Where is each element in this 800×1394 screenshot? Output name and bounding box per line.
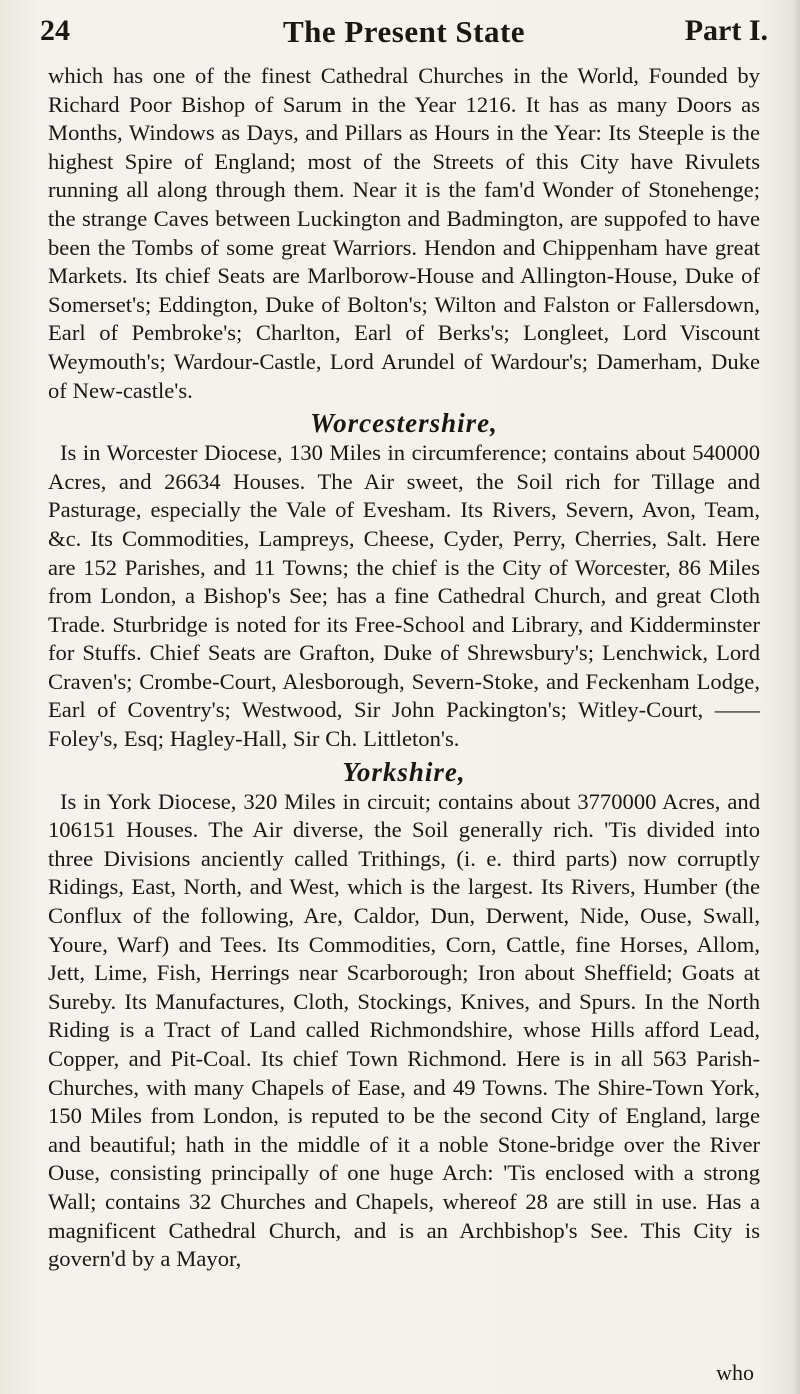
section-heading-yorkshire: Yorkshire, [342, 756, 466, 787]
catchword: who [716, 1360, 754, 1385]
body-text [48, 62, 760, 1274]
part-label: Part I. [684, 14, 768, 47]
paragraph-yorkshire: Is in York Diocese, 320 Miles in circuit; contains about 3770000 Acres, and 106151 Houses. The Air diverse, the Soil generally rich. 'Tis divided into three Divisions anciently called Trithings, (i. e. third parts) now corruptly Ridings, East, North, and West, which is the largest. Its Rivers, Humber (the Conflux of the following, Are, Caldor, Dun, Derwent, Nide, Ouse, Swall, Youre, Warf) and Tees. Its Commodities, Corn, Cattle, fine Horses, Allom, Jett, Lime, Fish, Herrings near Scarborough; Iron about Sheffield; Goats at Sureby. Its Manufactures, Cloth, Stockings, Knives, and Spurs. In the North Riding is a Tract of Land called Richmondshire, whose Hills afford Lead, Copper, and Pit-Coal. Its chief Town Richmond. Here is in all 563 Parish-Churches, with many Chapels of Ease, and 49 Towns. The Shire-Town York, 150 Miles from London, is reputed to be the second City of England, large and beautiful; hath in the middle of it a noble Stone-bridge over the River Ouse, consisting principally of one huge Arch: 'Tis enclosed with a strong Wall; contains 32 Churches and Chapels, whereof 28 are still in use. Has a magnificent Cathedral Church, and is an Archbishop's See. This City is govern'd by a Mayor, [48, 788, 760, 1272]
page-edge-shadow [792, 0, 800, 1394]
running-title: The Present State [282, 14, 526, 49]
page-number: 24 [40, 14, 70, 47]
section-heading-worcestershire: Worcestershire, [310, 408, 498, 439]
page-header [40, 14, 768, 54]
paragraph-wiltshire-continued: which has one of the finest Cathedral Churches in the World, Founded by Richard Poor Bishop of Sarum in the Year 1216. It has as many Doors as Months, Windows as Days, and Pillars as Hours in the Year: Its Steeple is the highest Spire of England; most of the Streets of this City have Rivulets running all along through them. Near it is the fam'd Wonder of Stonehenge; the strange Caves between Luckington and Badmington, are suppofed to have been the Tombs of some great Warriors. Hendon and Chippenham have great Markets. Its chief Seats are Marlborow-House and Allington-House, Duke of Somerset's; Eddington, Duke of Bolton's; Wilton and Falston or Fallersdown, Earl of Pembroke's; Charlton, Earl of Berks's; Longleet, Lord Viscount Weymouth's; Wardour-Castle, Lord Arundel of Wardour's; Damerham, Duke of New-castle's. [48, 63, 760, 403]
paragraph-worcestershire: Is in Worcester Diocese, 130 Miles in circumference; contains about 540000 Acres, and 26634 Houses. The Air sweet, the Soil rich for Tillage and Pasturage, especially the Vale of Evesham. Its Rivers, Severn, Avon, Team, &c. Its Commodities, Lampreys, Cheese, Cyder, Perry, Cherries, Salt. Here are 152 Parishes, and 11 Towns; the chief is the City of Worcester, 86 Miles from London, a Bishop's See; has a fine Cathedral Church, and great Cloth Trade. Sturbridge is noted for its Free-School and Library, and Kidderminster for Stuffs. Chief Seats are Grafton, Duke of Shrewsbury's; Lenchwick, Lord Craven's; Crombe-Court, Alesborough, Severn-Stoke, and Feckenham Lodge, Earl of Coventry's; Westwood, Sir John Packington's; Witley-Court, —— Foley's, Esq; Hagley-Hall, Sir Ch. Littleton's. [48, 440, 760, 752]
